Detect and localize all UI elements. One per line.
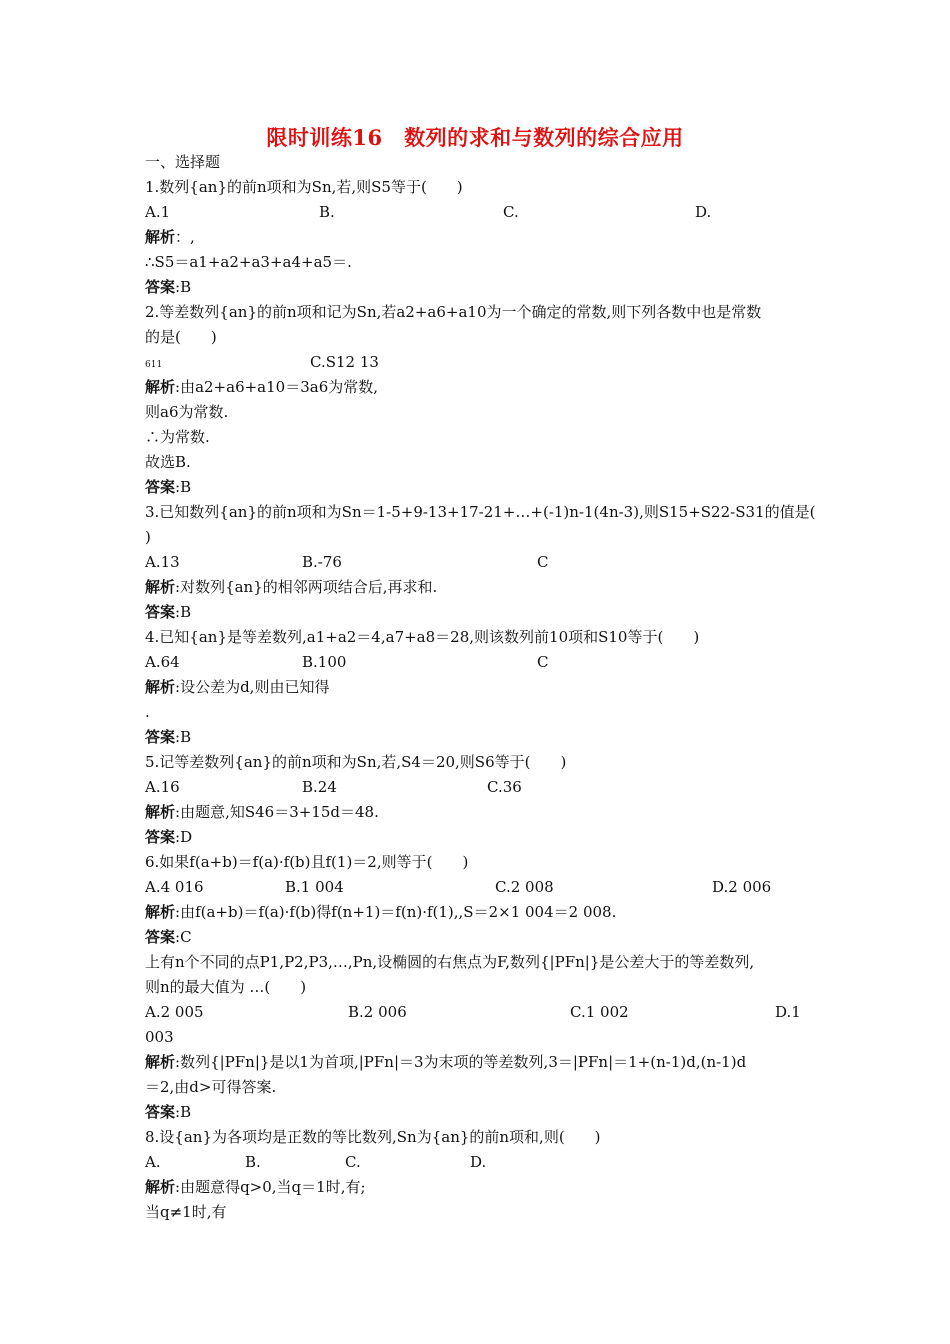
q5-answer: 答案:D — [145, 828, 193, 846]
q4-option-c: C — [537, 653, 549, 671]
q6-option-b: B.1 004 — [285, 878, 344, 896]
question-1: 1.数列{an}的前n项和为Sn,若,则S5等于( ) — [145, 178, 463, 196]
q5-option-a: A.16 — [145, 778, 180, 796]
q2-answer: 答案:B — [145, 478, 192, 496]
question-5: 5.记等差数列{an}的前n项和为Sn,若,S4＝20,则S6等于( ) — [145, 753, 567, 771]
q2-option-c: C.S12 13 — [310, 353, 379, 371]
q3-option-c: C — [537, 553, 549, 571]
q4-option-b: B.100 — [302, 653, 347, 671]
q6-option-d: D.2 006 — [712, 878, 772, 896]
q8-option-a: A. — [145, 1153, 161, 1171]
q8-solution-2: 当q≠1时,有 — [145, 1203, 227, 1221]
q7-solution-2: ＝2,由d>可得答案. — [145, 1078, 277, 1096]
q2-solution-3: ∴为常数. — [145, 428, 210, 446]
q3-solution: 解析:对数列{an}的相邻两项结合后,再求和. — [145, 578, 438, 596]
q2-solution-1: 解析:由a2+a6+a10＝3a6为常数, — [145, 378, 379, 396]
q7-solution-1: 解析:数列{|PFn|}是以1为首项,|PFn|＝3为末项的等差数列,3＝|PFn|＝1+(n-1)d,(n-1)d — [145, 1053, 747, 1071]
question-2-line-2: 的是( ) — [145, 328, 217, 346]
q7-option-c: C.1 002 — [570, 1003, 629, 1021]
q5-solution: 解析:由题意,知S46＝3+15d＝48. — [145, 803, 379, 821]
section-heading: 一、选择题 — [145, 153, 221, 171]
q5-option-c: C.36 — [487, 778, 522, 796]
q8-option-d: D. — [470, 1153, 487, 1171]
q3-answer: 答案:B — [145, 603, 192, 621]
q8-solution-1: 解析:由题意得q>0,当q＝1时,有; — [145, 1178, 366, 1196]
question-6: 6.如果f(a+b)＝f(a)·f(b)且f(1)＝2,则等于( ) — [145, 853, 469, 871]
q4-answer: 答案:B — [145, 728, 192, 746]
question-7-line-1: 上有n个不同的点P1,P2,P3,…,Pn,设椭圆的右焦点为F,数列{|PFn|}是公差大于的等差数列, — [145, 953, 755, 971]
question-8: 8.设{an}为各项均是正数的等比数列,Sn为{an}的前n项和,则( ) — [145, 1128, 601, 1146]
question-3-line-1: 3.已知数列{an}的前n项和为Sn＝1-5+9-13+17-21+…+(-1)n-1(4n-3),则S15+S22-S31的值是( — [145, 503, 816, 521]
q1-option-b: B. — [319, 203, 335, 221]
q1-solution-2: ∴S5＝a1+a2+a3+a4+a5＝. — [145, 253, 352, 271]
q8-option-c: C. — [345, 1153, 361, 1171]
question-7-line-2: 则n的最大值为 …( ) — [145, 978, 307, 996]
q1-option-c: C. — [503, 203, 519, 221]
q7-option-a: A.2 005 — [145, 1003, 204, 1021]
daan-label: 答案 — [145, 278, 176, 296]
q2-solution-2: 则a6为常数. — [145, 403, 229, 421]
q6-answer: 答案:C — [145, 928, 192, 946]
q1-answer: 答案:B — [145, 278, 192, 296]
page-title: 限时训练16 数列的求和与数列的综合应用 — [266, 125, 684, 150]
q6-option-a: A.4 016 — [145, 878, 204, 896]
q7-answer: 答案:B — [145, 1103, 192, 1121]
q7-option-d-cont: 003 — [145, 1028, 174, 1046]
q6-option-c: C.2 008 — [495, 878, 554, 896]
q1-option-a: A.1 — [145, 203, 171, 221]
q7-option-b: B.2 006 — [348, 1003, 407, 1021]
jiexi-label: 解析 — [145, 228, 176, 246]
question-2-line-1: 2.等差数列{an}的前n项和记为Sn,若a2+a6+a10为一个确定的常数,则下列各数中也是常数 — [145, 303, 762, 321]
q6-solution: 解析:由f(a+b)＝f(a)·f(b)得f(n+1)＝f(n)·f(1),,S＝2×1 004＝2 008. — [145, 903, 617, 921]
q4-option-a: A.64 — [145, 653, 180, 671]
q4-solution: 解析:设公差为d,则由已知得 — [145, 678, 330, 696]
q2-small-text: 611 — [145, 360, 163, 370]
q2-solution-4: 故选B. — [145, 453, 191, 471]
q5-option-b: B.24 — [302, 778, 337, 796]
question-4: 4.已知{an}是等差数列,a1+a2＝4,a7+a8＝28,则该数列前10项和S10等于( ) — [145, 628, 700, 646]
q3-option-a: A.13 — [145, 553, 180, 571]
q7-option-d: D.1 — [775, 1003, 801, 1021]
q3-option-b: B.-76 — [302, 553, 342, 571]
question-3-line-2: ) — [145, 528, 151, 546]
q1-solution-1: 解析：, — [145, 228, 195, 246]
q8-option-b: B. — [245, 1153, 261, 1171]
q4-solution-dot: . — [145, 703, 150, 721]
q1-option-d: D. — [695, 203, 712, 221]
